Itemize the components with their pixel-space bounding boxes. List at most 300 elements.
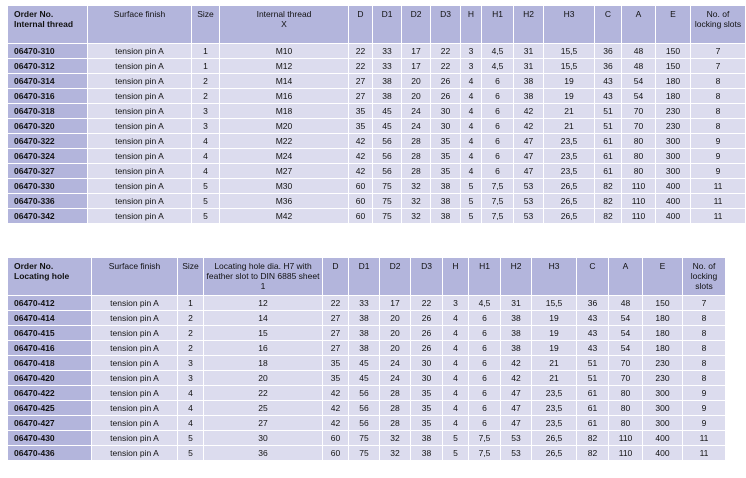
table-cell: 9 (683, 386, 726, 401)
table-cell: 7 (691, 44, 746, 59)
table-cell: 8 (683, 311, 726, 326)
table-cell: 35 (431, 134, 461, 149)
table-cell: 4,5 (482, 59, 514, 74)
order-number-cell: 06470-320 (8, 119, 88, 134)
table-cell: 7 (691, 59, 746, 74)
table-cell: 4 (443, 326, 469, 341)
table-cell: 4 (192, 164, 220, 179)
table-cell: 4 (461, 164, 482, 179)
table-cell: 48 (622, 44, 656, 59)
order-number-cell: 06470-412 (8, 296, 92, 311)
table-cell: 4 (461, 149, 482, 164)
table-cell: 32 (402, 194, 431, 209)
table-cell: 61 (595, 134, 622, 149)
order-number-cell: 06470-312 (8, 59, 88, 74)
table-cell: 82 (577, 431, 609, 446)
table-cell: 8 (683, 356, 726, 371)
table-cell: 4 (178, 416, 204, 431)
table-cell: M16 (220, 89, 349, 104)
table-row (8, 164, 746, 179)
table-cell: 82 (577, 446, 609, 461)
table-cell: 180 (656, 74, 691, 89)
table-cell: 23,5 (544, 149, 595, 164)
table-cell: M42 (220, 209, 349, 224)
table-row (8, 356, 726, 371)
table-cell: 4 (192, 134, 220, 149)
table-cell: 42 (514, 119, 544, 134)
table-cell: 22 (431, 44, 461, 59)
table-row (8, 341, 726, 356)
table-cell: 60 (323, 446, 349, 461)
order-number-cell: 06470-422 (8, 386, 92, 401)
table-cell: 8 (683, 326, 726, 341)
table-cell: M18 (220, 104, 349, 119)
column-header: H1 (482, 6, 514, 44)
table-cell: 8 (691, 89, 746, 104)
table-cell: 56 (349, 386, 380, 401)
table-cell: 47 (501, 416, 532, 431)
table-cell: 21 (544, 104, 595, 119)
table-cell: 6 (469, 356, 501, 371)
table-cell: 26 (411, 326, 443, 341)
table-cell: 38 (411, 431, 443, 446)
table-cell: 230 (656, 119, 691, 134)
table-cell: 180 (656, 89, 691, 104)
table-cell: 17 (402, 44, 431, 59)
table-cell: 1 (178, 296, 204, 311)
table-cell: 6 (469, 326, 501, 341)
table-cell: 56 (373, 149, 402, 164)
table-cell: 4 (443, 416, 469, 431)
table-cell: 42 (501, 371, 532, 386)
column-header: H2 (514, 6, 544, 44)
table-cell: 23,5 (544, 134, 595, 149)
table-cell: 56 (373, 134, 402, 149)
table-cell: 22 (431, 59, 461, 74)
table-cell: 300 (656, 164, 691, 179)
table-cell: 35 (411, 386, 443, 401)
table-cell: 26 (431, 89, 461, 104)
table-cell: 5 (461, 194, 482, 209)
table-cell: 8 (683, 371, 726, 386)
table-body (8, 296, 726, 461)
column-header: No. of locking slots (683, 258, 726, 296)
table-cell: 150 (643, 296, 683, 311)
table-cell: 11 (691, 179, 746, 194)
table-cell: 7 (683, 296, 726, 311)
column-header: H1 (469, 258, 501, 296)
table-cell: 35 (323, 356, 349, 371)
table-row (8, 149, 746, 164)
table-cell: 14 (204, 311, 323, 326)
table-cell: 32 (380, 446, 411, 461)
table-cell: 60 (323, 431, 349, 446)
table-cell: 20 (204, 371, 323, 386)
table-cell: 47 (501, 386, 532, 401)
table-cell: 28 (380, 386, 411, 401)
table-cell: 51 (595, 104, 622, 119)
table-cell: 45 (373, 104, 402, 119)
table-cell: 300 (656, 134, 691, 149)
table-cell: 42 (349, 134, 373, 149)
order-number-cell: 06470-314 (8, 74, 88, 89)
table-cell: 6 (482, 104, 514, 119)
table-row (8, 179, 746, 194)
table-cell: 180 (643, 326, 683, 341)
table-cell: 11 (683, 431, 726, 446)
table-cell: 1 (192, 44, 220, 59)
table-cell: 15,5 (544, 59, 595, 74)
table-cell: 230 (643, 371, 683, 386)
table-cell: 42 (349, 149, 373, 164)
table-cell: 80 (609, 401, 643, 416)
table-cell: 6 (482, 74, 514, 89)
table-cell: 110 (609, 446, 643, 461)
table-cell: tension pin A (92, 401, 178, 416)
column-header: H (461, 6, 482, 44)
order-number-cell: 06470-318 (8, 104, 88, 119)
table-cell: M30 (220, 179, 349, 194)
table-cell: 53 (514, 179, 544, 194)
table-cell: M27 (220, 164, 349, 179)
table-cell: 51 (595, 119, 622, 134)
order-number-cell: 06470-414 (8, 311, 92, 326)
column-header: D3 (431, 6, 461, 44)
table-cell: 28 (402, 164, 431, 179)
order-number-cell: 06470-427 (8, 416, 92, 431)
table-cell: 3 (461, 59, 482, 74)
table-row (8, 431, 726, 446)
table-cell: 70 (622, 119, 656, 134)
table-cell: 7,5 (469, 446, 501, 461)
column-header: Size (192, 6, 220, 44)
table-cell: 23,5 (532, 401, 577, 416)
column-header: Order No. Internal thread (8, 6, 88, 44)
column-header: Order No. Locating hole (8, 258, 92, 296)
table-cell: 54 (622, 74, 656, 89)
table-row (8, 104, 746, 119)
table-cell: 4 (461, 134, 482, 149)
internal-thread-table (7, 5, 746, 224)
table-cell: 2 (178, 311, 204, 326)
table-cell: 22 (349, 44, 373, 59)
table-cell: tension pin A (88, 74, 192, 89)
table-cell: 150 (656, 59, 691, 74)
table-cell: tension pin A (88, 209, 192, 224)
table-cell: 7,5 (482, 179, 514, 194)
table-row (8, 446, 726, 461)
table-cell: 6 (482, 134, 514, 149)
table-cell: 43 (577, 311, 609, 326)
table-cell: 38 (373, 74, 402, 89)
order-number-cell: 06470-436 (8, 446, 92, 461)
table-cell: 3 (192, 104, 220, 119)
table-cell: 4 (443, 356, 469, 371)
table-cell: 70 (609, 356, 643, 371)
column-header: E (656, 6, 691, 44)
table-cell: 38 (349, 326, 380, 341)
table-cell: 27 (204, 416, 323, 431)
table-cell: 38 (501, 341, 532, 356)
order-number-cell: 06470-342 (8, 209, 88, 224)
table-cell: 6 (469, 401, 501, 416)
table-cell: 80 (609, 416, 643, 431)
table-cell: 30 (431, 119, 461, 134)
table-cell: tension pin A (88, 179, 192, 194)
table-cell: 22 (204, 386, 323, 401)
table-cell: 4 (461, 74, 482, 89)
table-row (8, 134, 746, 149)
table-cell: 15 (204, 326, 323, 341)
order-number-cell: 06470-327 (8, 164, 88, 179)
table-cell: 28 (380, 401, 411, 416)
table-cell: 31 (514, 44, 544, 59)
table-cell: 11 (683, 446, 726, 461)
table-cell: 36 (577, 296, 609, 311)
table-cell: 22 (411, 296, 443, 311)
table-cell: 6 (469, 371, 501, 386)
table-row (8, 371, 726, 386)
table-cell: 20 (402, 89, 431, 104)
table-cell: 38 (501, 326, 532, 341)
table-row (8, 44, 746, 59)
table-cell: 36 (595, 59, 622, 74)
table-cell: 45 (373, 119, 402, 134)
table-cell: 35 (349, 104, 373, 119)
table-cell: 43 (577, 326, 609, 341)
table-cell: tension pin A (88, 134, 192, 149)
table-cell: 54 (609, 326, 643, 341)
table-cell: 16 (204, 341, 323, 356)
table-cell: 4 (192, 149, 220, 164)
order-number-cell: 06470-322 (8, 134, 88, 149)
table-cell: 20 (380, 341, 411, 356)
table-cell: 5 (443, 446, 469, 461)
table-cell: 400 (656, 194, 691, 209)
table-cell: 42 (323, 416, 349, 431)
table-cell: 24 (402, 119, 431, 134)
table-cell: 38 (349, 311, 380, 326)
column-header: H2 (501, 258, 532, 296)
table-cell: tension pin A (88, 89, 192, 104)
table-cell: 20 (380, 311, 411, 326)
table-cell: 80 (622, 134, 656, 149)
table-cell: 28 (402, 149, 431, 164)
column-header: D1 (349, 258, 380, 296)
table-row (8, 386, 726, 401)
table-cell: 31 (514, 59, 544, 74)
table-cell: 24 (380, 356, 411, 371)
table-cell: 80 (609, 386, 643, 401)
table-cell: 180 (643, 341, 683, 356)
table-cell: 75 (373, 179, 402, 194)
order-number-cell: 06470-324 (8, 149, 88, 164)
table-row (8, 401, 726, 416)
table-cell: 400 (656, 209, 691, 224)
table-cell: 23,5 (544, 164, 595, 179)
table-cell: 75 (349, 431, 380, 446)
table-row (8, 119, 746, 134)
table-cell: 5 (461, 209, 482, 224)
order-number-cell: 06470-425 (8, 401, 92, 416)
table-cell: 300 (656, 149, 691, 164)
header-row (8, 258, 726, 296)
table-cell: M10 (220, 44, 349, 59)
table-cell: 75 (349, 446, 380, 461)
table-cell: 48 (609, 296, 643, 311)
table-cell: 3 (461, 44, 482, 59)
table-cell: 35 (411, 416, 443, 431)
table-cell: 6 (469, 416, 501, 431)
column-header: H (443, 258, 469, 296)
table-cell: tension pin A (88, 164, 192, 179)
table-cell: 24 (402, 104, 431, 119)
table-cell: 60 (349, 194, 373, 209)
table-cell: 11 (691, 209, 746, 224)
table-cell: 45 (349, 371, 380, 386)
table-cell: 6 (482, 149, 514, 164)
table-cell: 4 (443, 341, 469, 356)
table-cell: 20 (402, 74, 431, 89)
table-cell: 11 (691, 194, 746, 209)
table-cell: 54 (609, 311, 643, 326)
table-cell: 51 (577, 371, 609, 386)
column-header: D1 (373, 6, 402, 44)
table-cell: tension pin A (92, 386, 178, 401)
table-cell: 23,5 (532, 416, 577, 431)
order-number-cell: 06470-416 (8, 341, 92, 356)
column-header: A (622, 6, 656, 44)
table-cell: 35 (323, 371, 349, 386)
order-number-cell: 06470-336 (8, 194, 88, 209)
table-cell: 110 (622, 194, 656, 209)
table-cell: 9 (691, 134, 746, 149)
order-number-cell: 06470-330 (8, 179, 88, 194)
table-cell: 7,5 (482, 194, 514, 209)
table-cell: 28 (380, 416, 411, 431)
table-cell: 61 (595, 149, 622, 164)
table-cell: 21 (544, 119, 595, 134)
table-cell: tension pin A (88, 44, 192, 59)
table-cell: 61 (577, 401, 609, 416)
table-row (8, 89, 746, 104)
table-cell: 38 (431, 179, 461, 194)
table-cell: 4 (461, 119, 482, 134)
table-cell: 43 (577, 341, 609, 356)
table-row (8, 326, 726, 341)
table-cell: 4 (178, 386, 204, 401)
table-cell: 26,5 (532, 446, 577, 461)
table-cell: 33 (373, 59, 402, 74)
table-cell: 31 (501, 296, 532, 311)
table-cell: 38 (514, 89, 544, 104)
table-cell: 180 (643, 311, 683, 326)
table-cell: tension pin A (88, 194, 192, 209)
table-cell: 38 (349, 341, 380, 356)
table-cell: 27 (323, 341, 349, 356)
table-cell: tension pin A (92, 341, 178, 356)
column-header: D2 (380, 258, 411, 296)
table-cell: 20 (380, 326, 411, 341)
table-cell: 15,5 (532, 296, 577, 311)
table-cell: 2 (178, 326, 204, 341)
table-cell: 30 (431, 104, 461, 119)
table-cell: 27 (349, 89, 373, 104)
order-number-cell: 06470-418 (8, 356, 92, 371)
table-cell: 25 (204, 401, 323, 416)
table-cell: 61 (595, 164, 622, 179)
table-cell: 35 (431, 149, 461, 164)
table-cell: 36 (204, 446, 323, 461)
table-cell: tension pin A (92, 416, 178, 431)
table-cell: 42 (514, 104, 544, 119)
column-header: D2 (402, 6, 431, 44)
table-cell: 19 (532, 311, 577, 326)
table-cell: 42 (501, 356, 532, 371)
table-body (8, 44, 746, 224)
table-cell: 3 (443, 296, 469, 311)
table-cell: tension pin A (88, 149, 192, 164)
table-cell: 5 (192, 209, 220, 224)
table-cell: 47 (514, 164, 544, 179)
table-cell: 7,5 (482, 209, 514, 224)
table-cell: 5 (461, 179, 482, 194)
table-cell: 42 (323, 386, 349, 401)
table-cell: 53 (514, 209, 544, 224)
table-cell: 51 (577, 356, 609, 371)
table-cell: 42 (323, 401, 349, 416)
table-cell: 17 (380, 296, 411, 311)
table-cell: 38 (501, 311, 532, 326)
table-cell: 32 (402, 209, 431, 224)
table-cell: 61 (577, 416, 609, 431)
table-cell: 80 (622, 164, 656, 179)
table-cell: 6 (469, 311, 501, 326)
table-cell: 43 (595, 89, 622, 104)
table-cell: 2 (192, 89, 220, 104)
table-cell: 5 (443, 431, 469, 446)
table-cell: 26,5 (532, 431, 577, 446)
table-cell: 6 (482, 164, 514, 179)
table-cell: 80 (622, 149, 656, 164)
table-cell: 82 (595, 179, 622, 194)
table-cell: 35 (431, 164, 461, 179)
table-cell: 27 (323, 311, 349, 326)
table-cell: 8 (691, 104, 746, 119)
table-cell: tension pin A (88, 59, 192, 74)
table-cell: 2 (192, 74, 220, 89)
table-cell: 3 (178, 371, 204, 386)
column-header: A (609, 258, 643, 296)
table-cell: M22 (220, 134, 349, 149)
table-cell: 75 (373, 194, 402, 209)
table-cell: 110 (622, 179, 656, 194)
table-cell: 150 (656, 44, 691, 59)
order-number-cell: 06470-316 (8, 89, 88, 104)
table-cell: 42 (349, 164, 373, 179)
order-number-cell: 06470-420 (8, 371, 92, 386)
table-cell: 5 (192, 194, 220, 209)
table-cell: 19 (544, 74, 595, 89)
table-cell: tension pin A (92, 431, 178, 446)
table-cell: 8 (691, 74, 746, 89)
table-row (8, 194, 746, 209)
table-cell: 4 (461, 104, 482, 119)
table-cell: 400 (643, 431, 683, 446)
table-cell: 38 (431, 209, 461, 224)
table-row (8, 59, 746, 74)
table-cell: tension pin A (92, 326, 178, 341)
